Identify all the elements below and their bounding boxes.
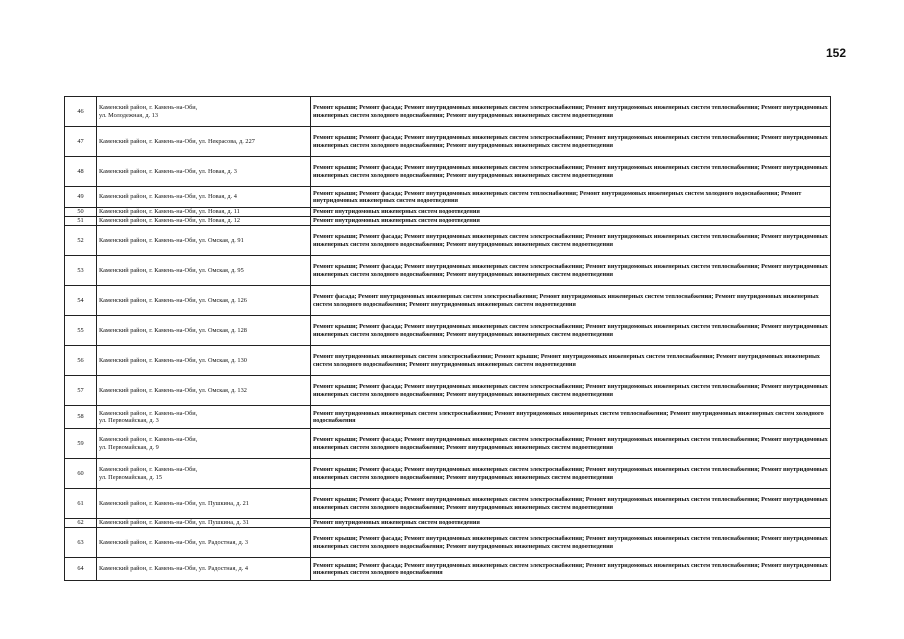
row-address: Каменский район, г. Камень-на-Оби, ул. Пушкина, д. 31 (97, 519, 311, 528)
row-address: Каменский район, г. Камень-на-Оби, ул. Омская, д. 130 (97, 346, 311, 376)
table-row (65, 459, 831, 489)
table-row (65, 286, 831, 316)
row-number: 62 (65, 519, 97, 528)
row-address: Каменский район, г. Камень-на-Оби, ул. Новая, д. 3 (97, 157, 311, 187)
row-address: Каменский район, г. Камень-на-Оби, ул. Первомайская, д. 3 (97, 406, 311, 429)
row-address: Каменский район, г. Камень-на-Оби, ул. Радостная, д. 4 (97, 558, 311, 581)
repair-program-table (64, 96, 831, 581)
table-row (65, 217, 831, 226)
row-number: 51 (65, 217, 97, 226)
row-works: Ремонт крыши; Ремонт фасада; Ремонт внутридомовых инженерных систем электроснабжения; Ремонт внутридомовых инженерных систем теплоснабжения; Ремонт внутридомовых инженерных систем холодного водоснабжения; Ремонт внутридомовых инженерных систем водоотведения (311, 429, 831, 459)
table-row (65, 346, 831, 376)
row-address: Каменский район, г. Камень-на-Оби, ул. Радостная, д. 3 (97, 528, 311, 558)
row-number: 56 (65, 346, 97, 376)
row-address: Каменский район, г. Камень-на-Оби, ул. Новая, д. 11 (97, 208, 311, 217)
row-number: 64 (65, 558, 97, 581)
row-number: 52 (65, 226, 97, 256)
table-body (65, 97, 831, 581)
row-address: Каменский район, г. Камень-на-Оби, ул. Омская, д. 128 (97, 316, 311, 346)
row-address: Каменский район, г. Камень-на-Оби, ул. Некрасова, д. 227 (97, 127, 311, 157)
row-address: Каменский район, г. Камень-на-Оби, ул. Омская, д. 91 (97, 226, 311, 256)
table-row (65, 406, 831, 429)
table-row (65, 376, 831, 406)
table-row (65, 226, 831, 256)
row-works: Ремонт крыши; Ремонт фасада; Ремонт внутридомовых инженерных систем электроснабжения; Ремонт внутридомовых инженерных систем теплоснабжения; Ремонт внутридомовых инженерных систем холодного водоснабжения; Ремонт внутридомовых инженерных систем водоотведения (311, 256, 831, 286)
row-works: Ремонт крыши; Ремонт фасада; Ремонт внутридомовых инженерных систем электроснабжения; Ремонт внутридомовых инженерных систем теплоснабжения; Ремонт внутридомовых инженерных систем холодного водоснабжения; Ремонт внутридомовых инженерных систем водоотведения (311, 528, 831, 558)
table-row (65, 127, 831, 157)
table-row (65, 97, 831, 127)
row-works: Ремонт внутридомовых инженерных систем водоотведения (311, 519, 831, 528)
row-number: 53 (65, 256, 97, 286)
row-works: Ремонт крыши; Ремонт фасада; Ремонт внутридомовых инженерных систем электроснабжения; Ремонт внутридомовых инженерных систем теплоснабжения; Ремонт внутридомовых инженерных систем холодного водоснабжения; Ремонт внутридомовых инженерных систем водоотведения (311, 127, 831, 157)
row-address: Каменский район, г. Камень-на-Оби, ул. Омская, д. 126 (97, 286, 311, 316)
row-number: 63 (65, 528, 97, 558)
row-number: 47 (65, 127, 97, 157)
page-number: 152 (826, 46, 847, 60)
table-row (65, 208, 831, 217)
row-number: 50 (65, 208, 97, 217)
row-address: Каменский район, г. Камень-на-Оби, ул. Пушкина, д. 21 (97, 489, 311, 519)
row-number: 61 (65, 489, 97, 519)
table-row (65, 187, 831, 208)
table-row (65, 519, 831, 528)
row-works: Ремонт внутридомовых инженерных систем электроснабжения; Ремонт внутридомовых инженерных систем теплоснабжения; Ремонт внутридомовых инженерных систем холодного водоснабжения (311, 406, 831, 429)
row-address: Каменский район, г. Камень-на-Оби, ул. Первомайская, д. 9 (97, 429, 311, 459)
row-works: Ремонт крыши; Ремонт фасада; Ремонт внутридомовых инженерных систем электроснабжения; Ремонт внутридомовых инженерных систем теплоснабжения; Ремонт внутридомовых инженерных систем холодного водоснабжения; Ремонт внутридомовых инженерных систем водоотведения (311, 97, 831, 127)
row-address: Каменский район, г. Камень-на-Оби, ул. Первомайская, д. 15 (97, 459, 311, 489)
row-number: 49 (65, 187, 97, 208)
table-row (65, 429, 831, 459)
row-works: Ремонт крыши; Ремонт фасада; Ремонт внутридомовых инженерных систем электроснабжения; Ремонт внутридомовых инженерных систем теплоснабжения; Ремонт внутридомовых инженерных систем холодного водоснабжения; Ремонт внутридомовых инженерных систем водоотведения (311, 376, 831, 406)
row-number: 48 (65, 157, 97, 187)
row-number: 59 (65, 429, 97, 459)
row-works: Ремонт крыши; Ремонт фасада; Ремонт внутридомовых инженерных систем теплоснабжения; Ремонт внутридомовых инженерных систем холодного водоснабжения; Ремонт внутридомовых инженерных систем водоотведения (311, 187, 831, 208)
row-number: 58 (65, 406, 97, 429)
row-address: Каменский район, г. Камень-на-Оби, ул. Омская, д. 132 (97, 376, 311, 406)
table-row (65, 256, 831, 286)
row-works: Ремонт внутридомовых инженерных систем водоотведения (311, 217, 831, 226)
row-number: 46 (65, 97, 97, 127)
table-row (65, 558, 831, 581)
table-row (65, 316, 831, 346)
row-address: Каменский район, г. Камень-на-Оби, ул. Омская, д. 95 (97, 256, 311, 286)
row-works: Ремонт внутридомовых инженерных систем водоотведения (311, 208, 831, 217)
table-row (65, 489, 831, 519)
row-address: Каменский район, г. Камень-на-Оби, ул. Молодежная, д. 13 (97, 97, 311, 127)
row-works: Ремонт крыши; Ремонт фасада; Ремонт внутридомовых инженерных систем электроснабжения; Ремонт внутридомовых инженерных систем теплоснабжения; Ремонт внутридомовых инженерных систем холодного водоснабжения; Ремонт внутридомовых инженерных систем водоотведения (311, 316, 831, 346)
row-address: Каменский район, г. Камень-на-Оби, ул. Новая, д. 12 (97, 217, 311, 226)
table-row (65, 157, 831, 187)
row-works: Ремонт фасада; Ремонт внутридомовых инженерных систем электроснабжения; Ремонт внутридомовых инженерных систем теплоснабжения; Ремонт внутридомовых инженерных систем холодного водоснабжения; Ремонт внутридомовых инженерных систем водоотведения (311, 286, 831, 316)
row-works: Ремонт внутридомовых инженерных систем электроснабжения; Ремонт крыши; Ремонт внутридомовых инженерных систем теплоснабжения; Ремонт внутридомовых инженерных систем холодного водоснабжения; Ремонт внутридомовых инженерных систем водоотведения (311, 346, 831, 376)
row-number: 60 (65, 459, 97, 489)
row-works: Ремонт крыши; Ремонт фасада; Ремонт внутридомовых инженерных систем электроснабжения; Ремонт внутридомовых инженерных систем теплоснабжения; Ремонт внутридомовых инженерных систем холодного водоснабжения (311, 558, 831, 581)
row-address: Каменский район, г. Камень-на-Оби, ул. Новая, д. 4 (97, 187, 311, 208)
row-works: Ремонт крыши; Ремонт фасада; Ремонт внутридомовых инженерных систем электроснабжения; Ремонт внутридомовых инженерных систем теплоснабжения; Ремонт внутридомовых инженерных систем холодного водоснабжения; Ремонт внутридомовых инженерных систем водоотведения (311, 157, 831, 187)
table-row (65, 528, 831, 558)
row-works: Ремонт крыши; Ремонт фасада; Ремонт внутридомовых инженерных систем электроснабжения; Ремонт внутридомовых инженерных систем теплоснабжения; Ремонт внутридомовых инженерных систем холодного водоснабжения; Ремонт внутридомовых инженерных систем водоотведения (311, 489, 831, 519)
row-number: 54 (65, 286, 97, 316)
row-works: Ремонт крыши; Ремонт фасада; Ремонт внутридомовых инженерных систем электроснабжения; Ремонт внутридомовых инженерных систем теплоснабжения; Ремонт внутридомовых инженерных систем холодного водоснабжения; Ремонт внутридомовых инженерных систем водоотведения (311, 459, 831, 489)
row-works: Ремонт крыши; Ремонт фасада; Ремонт внутридомовых инженерных систем электроснабжения; Ремонт внутридомовых инженерных систем теплоснабжения; Ремонт внутридомовых инженерных систем холодного водоснабжения; Ремонт внутридомовых инженерных систем водоотведения (311, 226, 831, 256)
row-number: 57 (65, 376, 97, 406)
row-number: 55 (65, 316, 97, 346)
